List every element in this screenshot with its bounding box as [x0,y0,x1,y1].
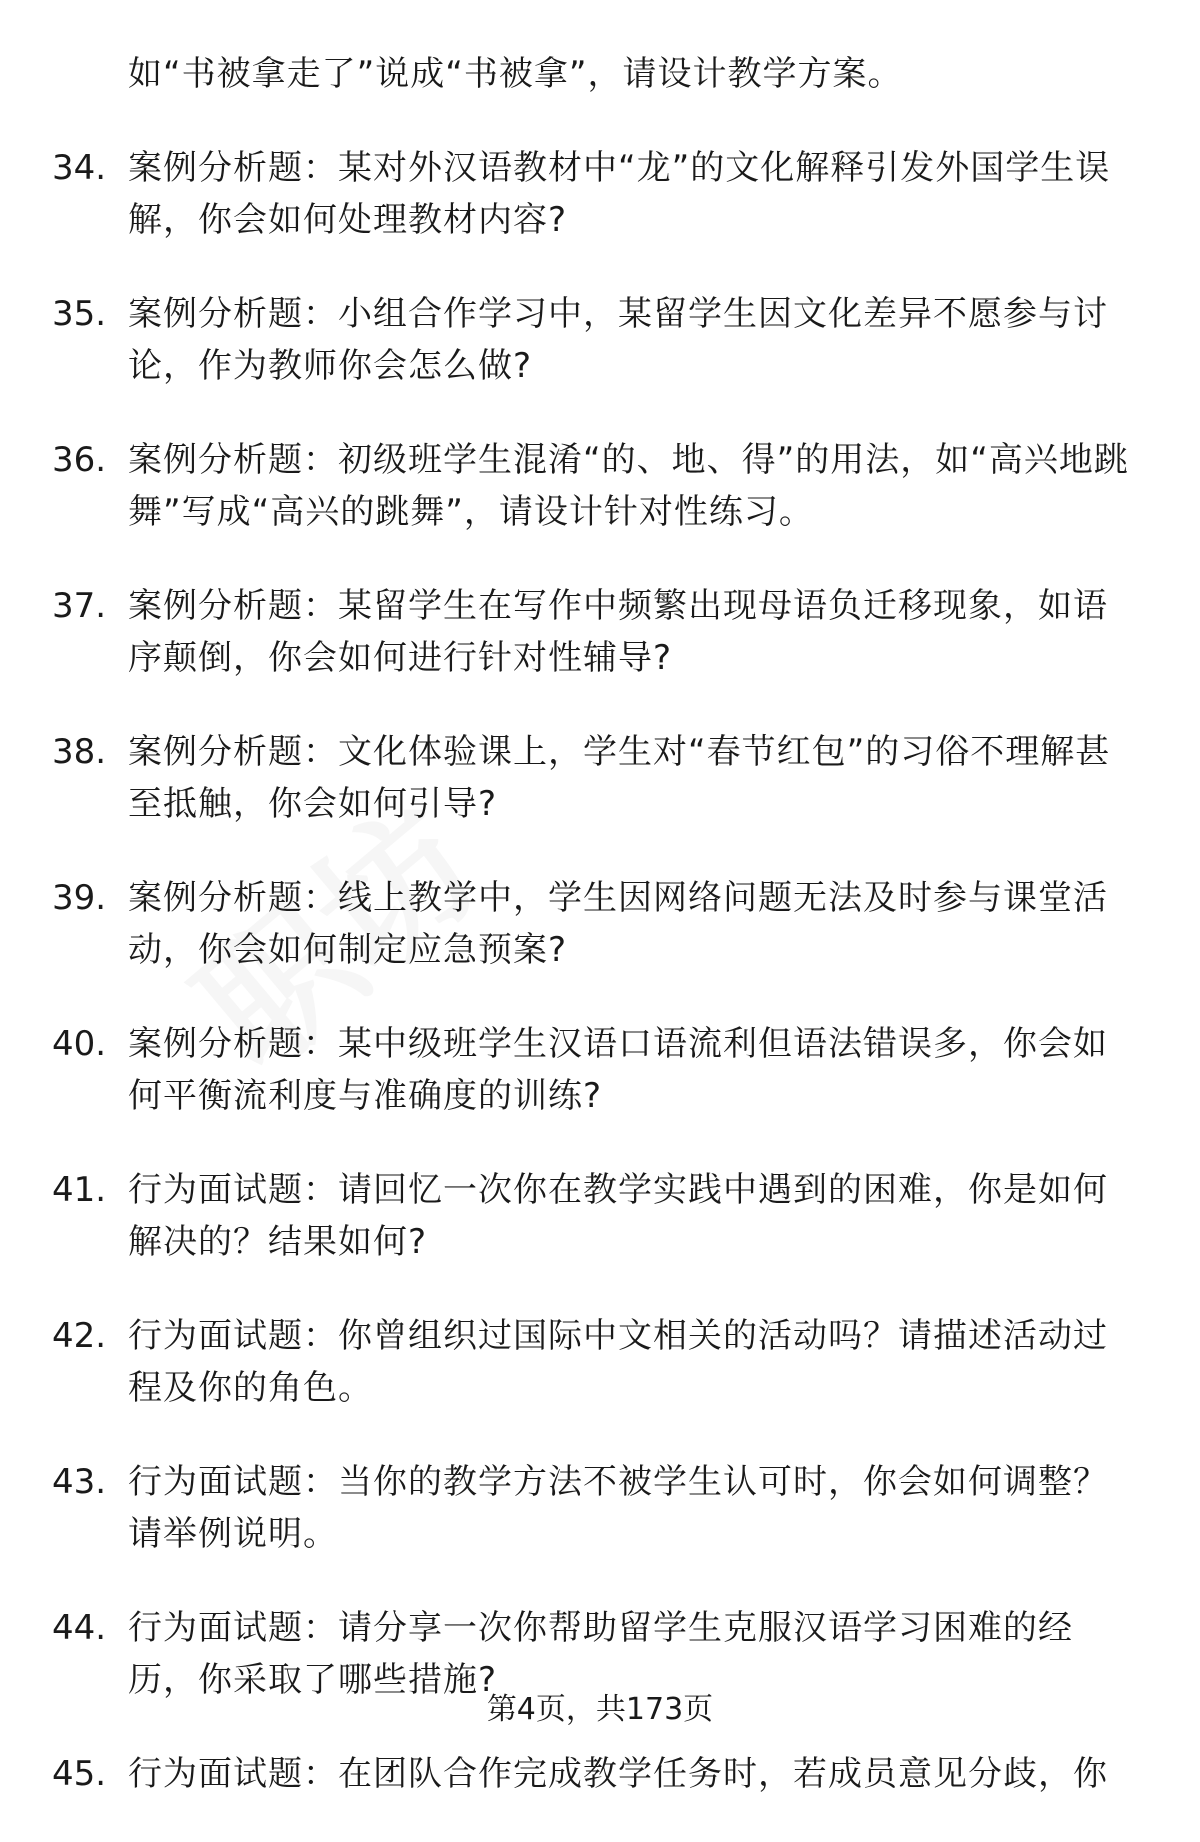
question-number: 40. [52,1024,107,1064]
question-text: 案例分析题：某留学生在写作中频繁出现母语负迁移现象，如语序颠倒，你会如何进行针对性辅导? [128,586,1108,678]
question-number: 39. [52,878,107,918]
question-item [0,1456,1200,1560]
question-text: 案例分析题：文化体验课上，学生对“春节红包”的习俗不理解甚至抵触，你会如何引导? [128,732,1111,824]
question-text: 行为面试题：在团队合作完成教学任务时，若成员意见分歧，你 [128,1754,1108,1794]
question-item [0,1748,1200,1800]
question-number: 44. [52,1608,107,1648]
question-item [0,1164,1200,1268]
question-item [0,872,1200,976]
question-number: 38. [52,732,107,772]
question-text: 行为面试题：当你的教学方法不被学生认可时，你会如何调整？请举例说明。 [128,1462,1108,1554]
question-number: 35. [52,294,107,334]
question-text: 行为面试题：请回忆一次你在教学实践中遇到的困难，你是如何解决的？结果如何? [128,1170,1108,1262]
question-text: 行为面试题：你曾组织过国际中文相关的活动吗？请描述活动过程及你的角色。 [128,1316,1108,1408]
question-text: 案例分析题：线上教学中，学生因网络问题无法及时参与课堂活动，你会如何制定应急预案? [128,878,1108,970]
question-text: 案例分析题：某对外汉语教材中“龙”的文化解释引发外国学生误解，你会如何处理教材内容? [128,148,1111,240]
question-item [0,142,1200,246]
question-text: 行为面试题：请分享一次你帮助留学生克服汉语学习困难的经历，你采取了哪些措施? [128,1608,1073,1700]
question-item [0,288,1200,392]
question-item [0,434,1200,538]
question-text: 案例分析题：某中级班学生汉语口语流利但语法错误多，你会如何平衡流利度与准确度的训练? [128,1024,1108,1116]
page-footer: 第4页，共173页 [486,1692,714,1727]
question-number: 37. [52,586,107,626]
question-item [0,726,1200,830]
question-item [0,580,1200,684]
question-number: 45. [52,1754,107,1794]
question-number: 41. [52,1170,107,1210]
question-number: 42. [52,1316,107,1356]
question-text: 案例分析题：初级班学生混淆“的、地、得”的用法，如“高兴地跳舞”写成“高兴的跳舞”，请设计针对性练习。 [128,440,1129,532]
question-item [0,1018,1200,1122]
question-list [0,48,1200,1842]
question-text: 案例分析题：小组合作学习中，某留学生因文化差异不愿参与讨论，作为教师你会怎么做? [128,294,1108,386]
question-item [0,1310,1200,1414]
question-number: 36. [52,440,107,480]
question-number: 43. [52,1462,107,1502]
question-number: 34. [52,148,107,188]
continuation-text: 如“书被拿走了”说成“书被拿”，请设计教学方案。 [128,54,903,94]
